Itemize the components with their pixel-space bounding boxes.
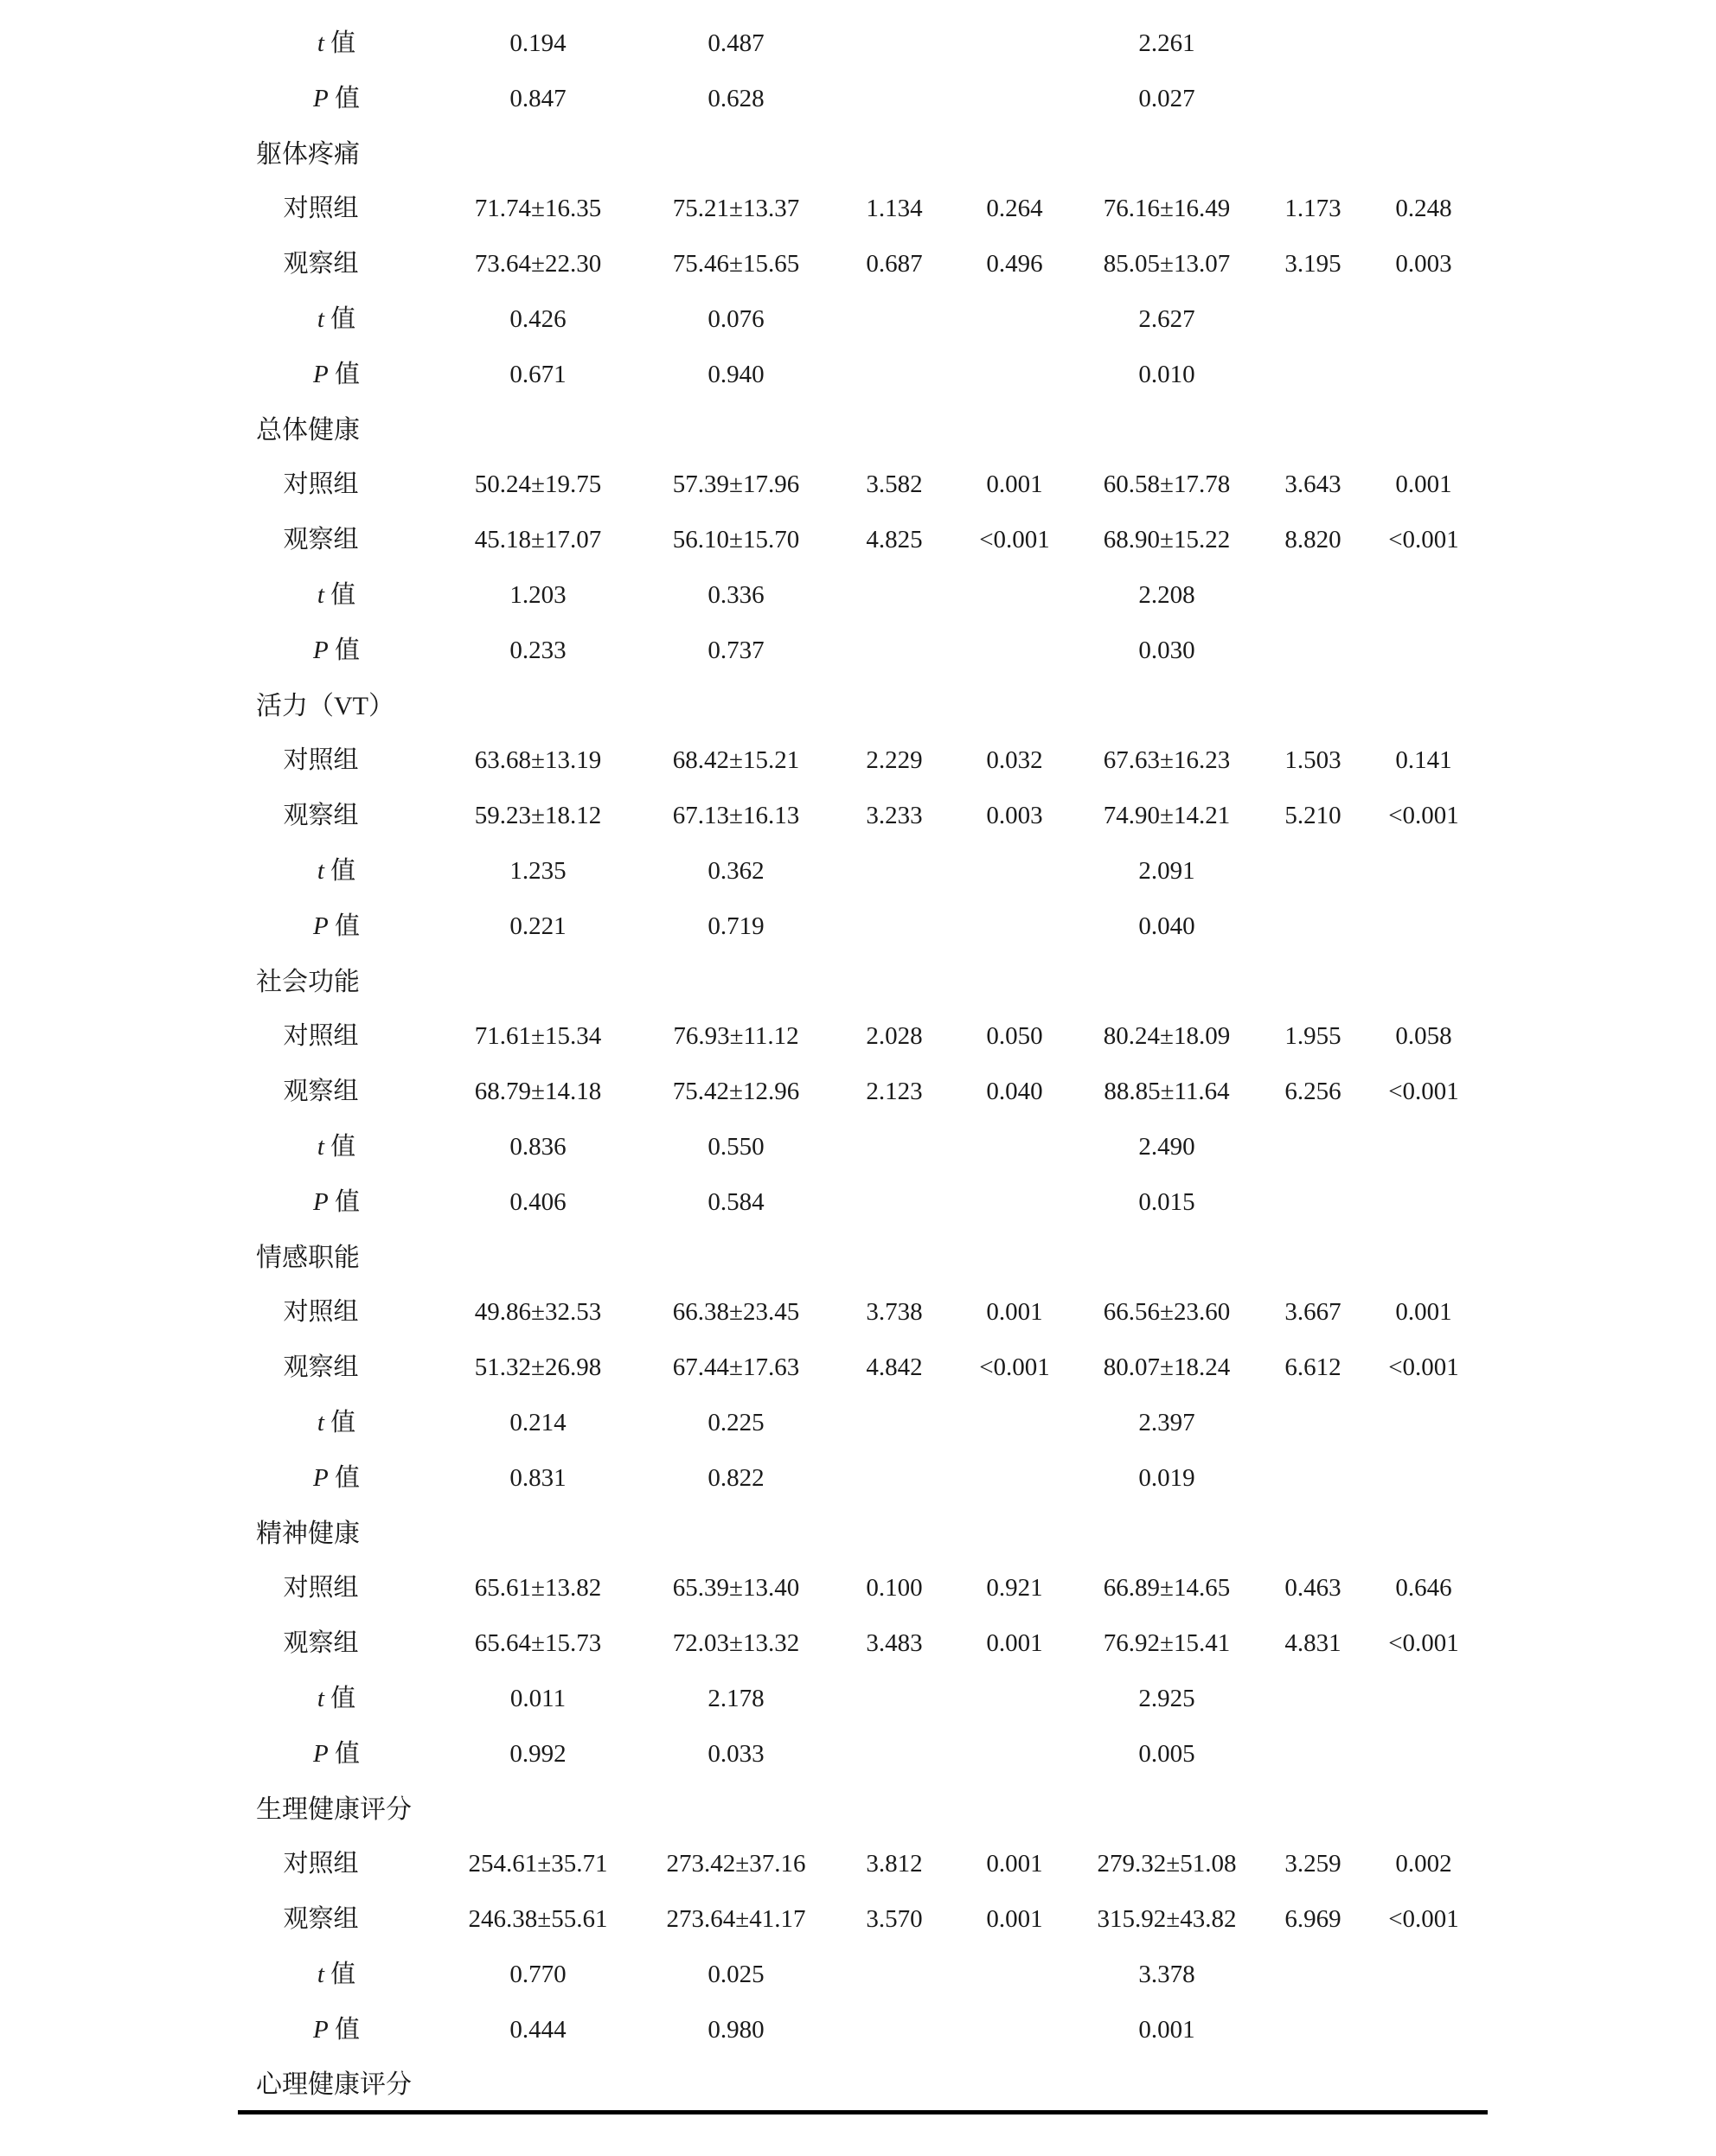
table-cell: 0.001 [986,1850,1043,1878]
table-row [0,237,1716,292]
table-row [0,1451,1716,1507]
row-label [317,1948,355,2003]
table-cell: 0.406 [509,1187,567,1216]
table-cell: 3.378 [1138,1960,1195,1988]
row-label [313,348,360,403]
row-label [283,457,358,513]
table-cell: 0.940 [708,360,765,388]
table-cell: 67.44±17.63 [672,1353,800,1382]
table-cell: <0.001 [979,1353,1050,1382]
table-row [0,2003,1716,2058]
stat-symbol: t [317,1960,324,1988]
row-label-text: 观察组 [283,1353,359,1382]
row-label [283,237,358,292]
table-row [0,1009,1716,1065]
row-label-text: 值 [334,636,360,664]
row-label [317,844,355,899]
row-label [313,899,360,955]
table-cell: <0.001 [1388,1078,1459,1106]
table-row [0,844,1716,899]
table-cell: 1.173 [1284,195,1341,223]
table-cell: 56.10±15.70 [672,526,800,554]
table-row [0,1892,1716,1948]
table-row [0,1120,1716,1175]
table-cell: 0.426 [509,304,567,333]
table-cell: 0.001 [986,470,1043,499]
section-header-row [0,1231,1716,1286]
table-cell: 3.667 [1284,1298,1341,1327]
row-label-text: 对照组 [283,470,359,499]
table-row [0,1672,1716,1727]
section-title: 精神健康 [256,1519,360,1548]
table-cell: 67.13±16.13 [672,802,800,830]
table-row [0,1396,1716,1451]
row-label [283,1561,358,1616]
table-cell: 0.362 [708,856,765,885]
table-cell: 0.628 [708,84,765,112]
stat-symbol: t [317,1408,324,1436]
table-cell: 3.812 [866,1850,923,1878]
table-cell: 0.027 [1138,84,1195,112]
table-cell: 4.842 [866,1353,923,1382]
row-label [313,72,360,127]
table-cell: 80.24±18.09 [1103,1022,1231,1051]
table-cell: 0.015 [1138,1187,1195,1216]
table-cell: 6.612 [1284,1353,1341,1382]
table-cell: 0.003 [1395,250,1452,278]
table-cell: 50.24±19.75 [474,470,602,499]
table-cell: 0.002 [1395,1850,1452,1878]
row-label [317,292,355,348]
table-cell: 0.076 [708,304,765,333]
table-cell: 65.61±13.82 [474,1574,602,1603]
row-label-text: 对照组 [283,1574,359,1603]
row-label [317,568,355,624]
table-cell: 76.16±16.49 [1103,195,1231,223]
table-cell: 3.570 [866,1905,923,1934]
table-cell: 66.56±23.60 [1103,1298,1231,1327]
table-cell: 0.646 [1395,1574,1452,1603]
row-label [283,733,358,789]
table-cell: <0.001 [979,526,1050,554]
table-cell: 3.582 [866,470,923,499]
stat-symbol: P [313,84,329,112]
table-row [0,624,1716,679]
table-cell: 73.64±22.30 [474,250,602,278]
table-cell: 45.18±17.07 [474,526,602,554]
table-cell: <0.001 [1388,1905,1459,1934]
table-cell: 66.38±23.45 [672,1298,800,1327]
table-cell: 0.847 [509,84,567,112]
table-cell: 0.264 [986,195,1043,223]
table-cell: 4.825 [866,526,923,554]
row-label-text: 观察组 [283,526,359,554]
table-cell: 2.229 [866,746,923,775]
row-label-text: 对照组 [283,195,359,223]
table-cell: <0.001 [1388,802,1459,830]
table-cell: <0.001 [1388,1629,1459,1658]
row-label-text: 值 [334,1739,360,1768]
table-cell: 2.490 [1138,1132,1195,1161]
table-cell: 57.39±17.96 [672,470,800,499]
table-cell: 0.001 [1138,2015,1195,2044]
row-label-text: 观察组 [283,250,359,278]
table-cell: 0.001 [986,1905,1043,1934]
table-cell: 0.831 [509,1463,567,1492]
row-label [317,1396,355,1451]
stat-symbol: P [313,1187,329,1216]
table-cell: 75.42±12.96 [672,1078,800,1106]
table-cell: 88.85±11.64 [1104,1078,1230,1106]
stat-symbol: P [313,912,329,940]
table-cell: 0.010 [1138,360,1195,388]
table-cell: 0.225 [708,1408,765,1436]
table-row [0,348,1716,403]
section-header-row [0,1782,1716,1838]
table-cell: 0.550 [708,1132,765,1161]
table-cell: 0.336 [708,580,765,609]
table-cell: 1.235 [509,856,567,885]
row-label-text: 对照组 [283,1850,359,1878]
table-cell: 0.001 [986,1298,1043,1327]
table-cell: 2.397 [1138,1408,1195,1436]
table-cell: 1.134 [866,195,923,223]
table-row [0,568,1716,624]
table-cell: 0.040 [1138,912,1195,940]
table-cell: 0.030 [1138,636,1195,664]
table-cell: 0.687 [866,250,923,278]
section-title: 社会功能 [256,967,360,996]
section-header-row [0,955,1716,1010]
table-cell: 0.001 [1395,1298,1452,1327]
table-cell: 0.011 [509,1684,567,1712]
table-row [0,1616,1716,1672]
row-label-text: 观察组 [283,1629,359,1658]
row-label [283,1340,358,1396]
row-label [313,1175,360,1231]
table-cell: 0.444 [509,2015,567,2044]
table-row [0,1948,1716,2003]
table-cell: 72.03±13.32 [672,1629,800,1658]
row-label-text: 对照组 [283,1022,359,1051]
row-label-text: 值 [334,84,360,112]
table-cell: 0.214 [509,1408,567,1436]
row-label-text: 对照组 [283,1298,359,1327]
table-cell: 246.38±55.61 [468,1905,608,1934]
table-cell: 2.925 [1138,1684,1195,1712]
table-cell: 0.001 [1395,470,1452,499]
table-row [0,1065,1716,1120]
table-cell: 0.032 [986,746,1043,775]
table-cell: 75.21±13.37 [672,195,800,223]
table-row [0,1561,1716,1616]
table-cell: 1.503 [1284,746,1341,775]
table-cell: 0.822 [708,1463,765,1492]
table-row [0,899,1716,955]
stat-symbol: P [313,1463,329,1492]
table-cell: 68.90±15.22 [1103,526,1231,554]
row-label [283,1285,358,1340]
section-title: 生理健康评分 [256,1795,412,1824]
table-cell: 315.92±43.82 [1097,1905,1237,1934]
row-label-text: 值 [330,1684,356,1712]
table-cell: 0.980 [708,2015,765,2044]
table-cell: 0.921 [986,1574,1043,1603]
row-label-text: 值 [334,1463,360,1492]
section-title: 活力（VT） [256,691,394,720]
table-cell: 273.42±37.16 [666,1850,806,1878]
row-label [283,182,358,237]
row-label [283,1009,358,1065]
table-cell: 75.46±15.65 [672,250,800,278]
table-cell: 0.463 [1284,1574,1341,1603]
row-label-text: 值 [334,912,360,940]
row-label [317,16,355,72]
table-cell: 2.627 [1138,304,1195,333]
stat-symbol: t [317,580,324,609]
row-label [313,624,360,679]
table-cell: 0.040 [986,1078,1043,1106]
table-cell: 0.992 [509,1739,567,1768]
table-cell: 65.64±15.73 [474,1629,602,1658]
table-cell: 4.831 [1284,1629,1341,1658]
row-label [283,1616,358,1672]
table-cell: 49.86±32.53 [474,1298,602,1327]
table-cell: 0.194 [509,29,567,57]
table-row [0,513,1716,568]
row-label [283,789,358,844]
table-cell: 1.203 [509,580,567,609]
row-label [283,1892,358,1948]
section-header-row [0,2057,1716,2113]
row-label-text: 值 [330,1960,356,1988]
section-header-row [0,679,1716,734]
row-label-text: 观察组 [283,1905,359,1934]
table-cell: 0.584 [708,1187,765,1216]
table-cell: 6.969 [1284,1905,1341,1934]
table-row [0,1837,1716,1892]
section-header-row [0,127,1716,182]
table-cell: 273.64±41.17 [666,1905,806,1934]
section-header-row [0,1507,1716,1562]
table-cell: 0.487 [708,29,765,57]
table-cell: 66.89±14.65 [1103,1574,1231,1603]
row-label-text: 值 [330,580,356,609]
table-cell: 63.68±13.19 [474,746,602,775]
table-row [0,16,1716,72]
stat-symbol: t [317,29,324,57]
table-cell: 3.233 [866,802,923,830]
table-cell: 0.221 [509,912,567,940]
row-label-text: 值 [330,1132,356,1161]
table-cell: 2.178 [708,1684,765,1712]
table-row [0,72,1716,127]
stat-symbol: t [317,856,324,885]
table-cell: 3.483 [866,1629,923,1658]
table-cell: 3.195 [1284,250,1341,278]
table-cell: 0.836 [509,1132,567,1161]
table-cell: 0.719 [708,912,765,940]
row-label [283,513,358,568]
table-cell: 0.100 [866,1574,923,1603]
table-row [0,1340,1716,1396]
row-label-text: 观察组 [283,1078,359,1106]
table-cell: 85.05±13.07 [1103,250,1231,278]
table-cell: 1.955 [1284,1022,1341,1051]
section-title: 情感职能 [256,1243,360,1272]
row-label [317,1120,355,1175]
results-table [0,16,1716,2113]
table-cell: 0.033 [708,1739,765,1768]
table-cell: 3.259 [1284,1850,1341,1878]
table-cell: 76.92±15.41 [1103,1629,1231,1658]
table-cell: 0.050 [986,1022,1043,1051]
table-cell: 5.210 [1284,802,1341,830]
table-cell: 68.42±15.21 [672,746,800,775]
row-label [313,1451,360,1507]
table-cell: 2.091 [1138,856,1195,885]
table-cell: 0.233 [509,636,567,664]
row-label-text: 值 [330,304,356,333]
table-cell: 0.001 [986,1629,1043,1658]
row-label [283,1065,358,1120]
table-cell: 3.643 [1284,470,1341,499]
table-cell: 0.496 [986,250,1043,278]
table-cell: 0.025 [708,1960,765,1988]
section-title: 总体健康 [256,415,360,445]
row-label [313,2003,360,2058]
stat-symbol: P [313,1739,329,1768]
row-label-text: 值 [334,360,360,388]
section-header-row [0,403,1716,458]
table-cell: 74.90±14.21 [1103,802,1231,830]
stat-symbol: P [313,360,329,388]
table-cell: 67.63±16.23 [1103,746,1231,775]
table-row [0,733,1716,789]
table-cell: 71.61±15.34 [474,1022,602,1051]
table-cell: 0.003 [986,802,1043,830]
table-row [0,457,1716,513]
table-row [0,1175,1716,1231]
table-cell: 0.005 [1138,1739,1195,1768]
table-cell: 2.123 [866,1078,923,1106]
row-label-text: 值 [330,29,356,57]
stat-symbol: P [313,636,329,664]
table-cell: 76.93±11.12 [673,1022,799,1051]
table-cell: 0.671 [509,360,567,388]
table-row [0,789,1716,844]
table-cell: 0.737 [708,636,765,664]
stat-symbol: t [317,1132,324,1161]
table-cell: 59.23±18.12 [474,802,602,830]
table-bottom-rule [238,2110,1488,2114]
table-cell: 2.261 [1138,29,1195,57]
row-label-text: 值 [334,1187,360,1216]
table-cell: 0.019 [1138,1463,1195,1492]
table-cell: 68.79±14.18 [474,1078,602,1106]
table-cell: 0.058 [1395,1022,1452,1051]
table-cell: <0.001 [1388,526,1459,554]
row-label-text: 观察组 [283,802,359,830]
row-label-text: 对照组 [283,746,359,775]
row-label [283,1837,358,1892]
table-cell: 279.32±51.08 [1097,1850,1237,1878]
stat-symbol: t [317,304,324,333]
table-row [0,1727,1716,1782]
table-cell: 2.028 [866,1022,923,1051]
table-row [0,1285,1716,1340]
table-cell: 0.141 [1395,746,1452,775]
table-row [0,292,1716,348]
table-cell: 0.248 [1395,195,1452,223]
table-row [0,182,1716,237]
table-cell: 0.770 [509,1960,567,1988]
table-cell: 8.820 [1284,526,1341,554]
stat-symbol: t [317,1684,324,1712]
table-cell: 3.738 [866,1298,923,1327]
table-cell: 80.07±18.24 [1103,1353,1231,1382]
table-cell: 71.74±16.35 [474,195,602,223]
stat-symbol: P [313,2015,329,2044]
table-cell: 51.32±26.98 [474,1353,602,1382]
table-cell: 254.61±35.71 [468,1850,608,1878]
table-cell: <0.001 [1388,1353,1459,1382]
table-cell: 6.256 [1284,1078,1341,1106]
section-title: 心理健康评分 [256,2070,412,2100]
table-cell: 65.39±13.40 [672,1574,800,1603]
row-label [313,1727,360,1782]
table-cell: 60.58±17.78 [1103,470,1231,499]
row-label-text: 值 [330,856,356,885]
section-title: 躯体疼痛 [256,139,360,169]
table-cell: 2.208 [1138,580,1195,609]
row-label-text: 值 [330,1408,356,1436]
row-label [317,1672,355,1727]
row-label-text: 值 [334,2015,360,2044]
